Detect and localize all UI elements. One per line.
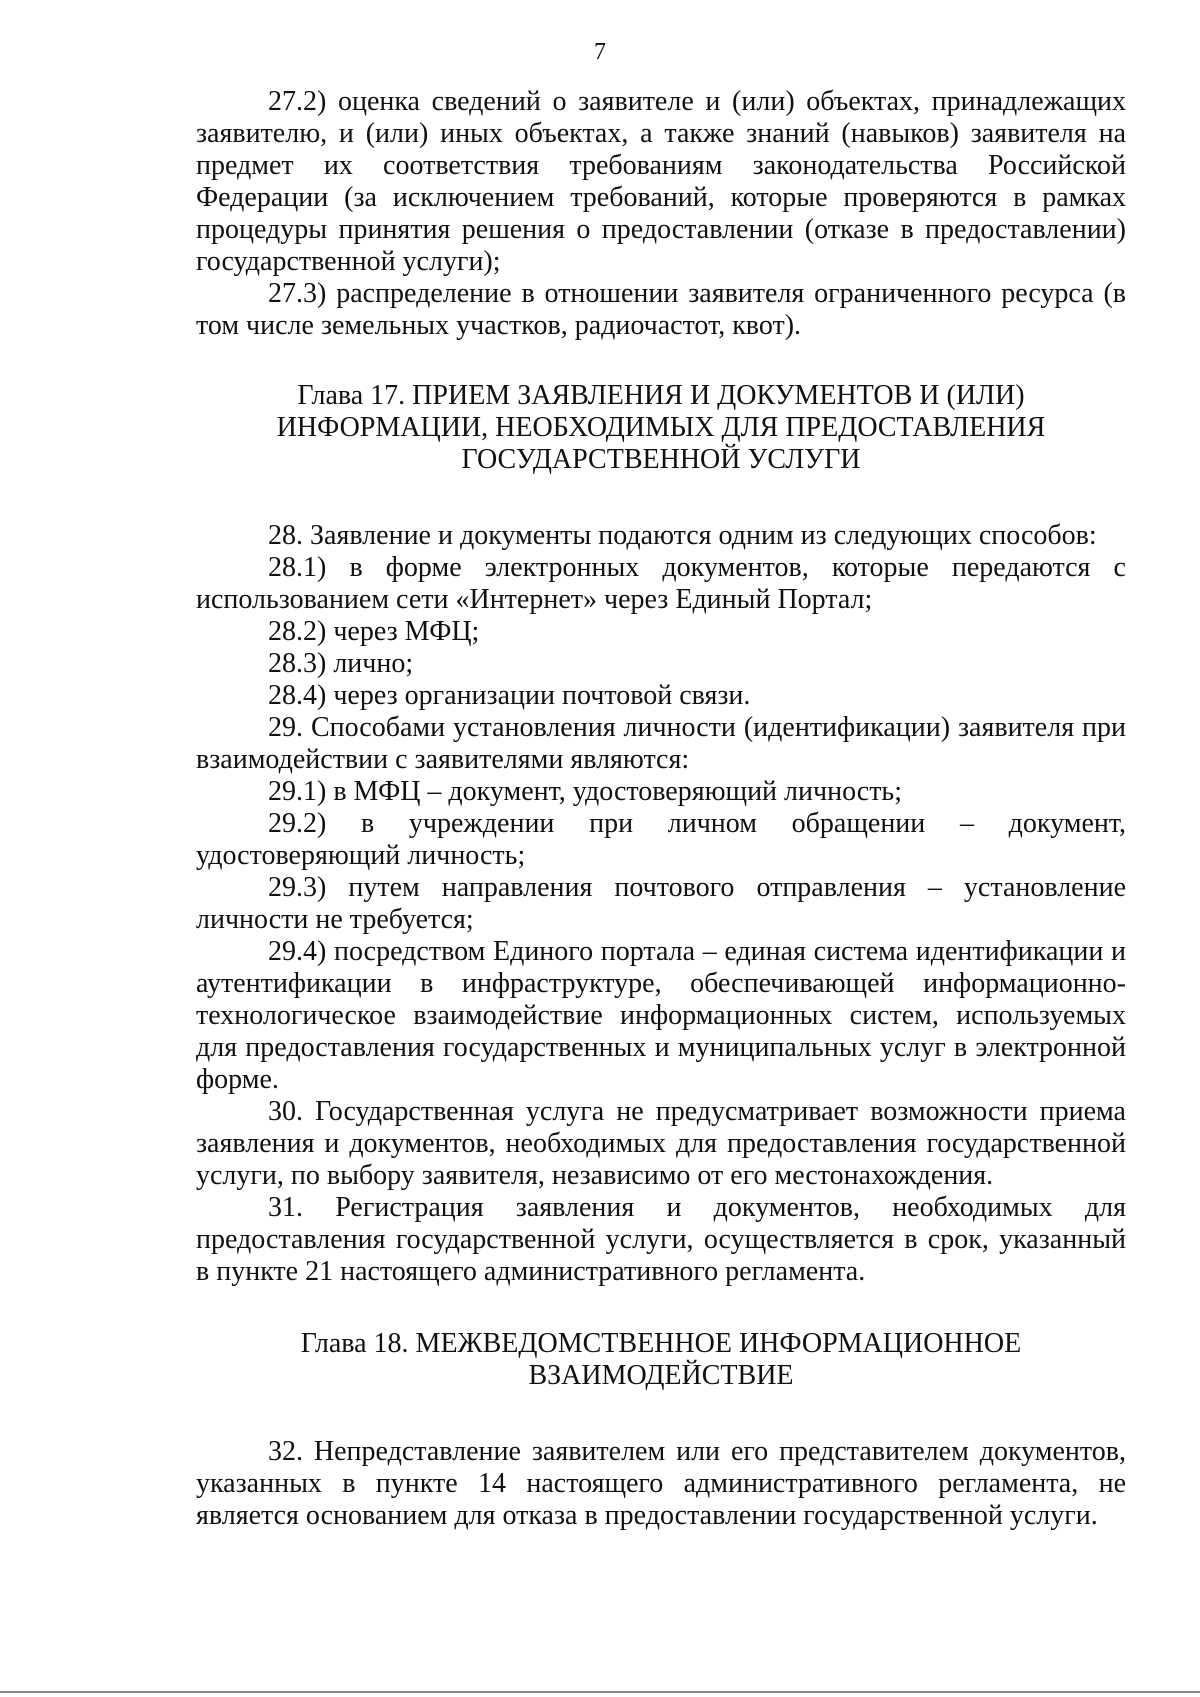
chapter-17-heading <box>196 380 1126 476</box>
page-bottom-edge <box>0 1691 1200 1693</box>
paragraph-29-4: 29.4) посредством Единого портала – единая система идентификации и аутентификации в инфраструктуре, обеспечивающей информационно-технологическое взаимодействие информационных систем, используемых для предоставления государственных и муниципальных услуг в электронной форме. <box>196 936 1126 1095</box>
chapter-18-heading-line-1: Глава 18. МЕЖВЕДОМСТВЕННОЕ ИНФОРМАЦИОННОЕ <box>300 1328 1022 1359</box>
paragraph-30: 30. Государственная услуга не предусматривает возможности приема заявления и документов, необходимых для предоставления государственной услуги, по выбору заявителя, независимо от его местонахождения. <box>196 1096 1126 1191</box>
document-body <box>196 86 1126 1532</box>
chapter-17-heading-line-2: ИНФОРМАЦИИ, НЕОБХОДИМЫХ ДЛЯ ПРЕДОСТАВЛЕНИЯ <box>276 412 1046 443</box>
chapter-18-heading <box>196 1328 1126 1392</box>
chapter-17-heading-line-3: ГОСУДАРСТВЕННОЙ УСЛУГИ <box>461 444 861 475</box>
page-number: 7 <box>594 39 606 65</box>
paragraph-29: 29. Способами установления личности (идентификации) заявителя при взаимодействии с заявителями являются: <box>196 712 1126 775</box>
paragraph-29-3: 29.3) путем направления почтового отправления – установление личности не требуется; <box>196 872 1126 935</box>
paragraph-28-1: 28.1) в форме электронных документов, которые передаются с использованием сети «Интернет» через Единый Портал; <box>196 552 1126 615</box>
paragraph-29-2: 29.2) в учреждении при личном обращении – документ, удостоверяющий личность; <box>196 808 1126 871</box>
paragraph-29-1: 29.1) в МФЦ – документ, удостоверяющий личность; <box>268 776 902 807</box>
paragraph-31: 31. Регистрация заявления и документов, необходимых для предоставления государственной услуги, осуществляется в срок, указанный в пункте 21 настоящего административного регламента. <box>196 1192 1126 1287</box>
paragraph-32: 32. Непредставление заявителем или его представителем документов, указанных в пункте 14 настоящего административного регламента, не является основанием для отказа в предоставлении государственной услуги. <box>196 1436 1126 1531</box>
paragraph-28-4: 28.4) через организации почтовой связи. <box>268 680 751 711</box>
paragraph-28-3: 28.3) лично; <box>268 648 414 679</box>
paragraph-28-2: 28.2) через МФЦ; <box>268 616 480 647</box>
paragraph-27-3: 27.3) распределение в отношении заявителя ограниченного ресурса (в том числе земельных участков, радиочастот, квот). <box>196 278 1126 341</box>
paragraph-28: 28. Заявление и документы подаются одним из следующих способов: <box>268 520 1097 551</box>
paragraph-27-2: 27.2) оценка сведений о заявителе и (или) объектах, принадлежащих заявителю, и (или) иных объектах, а также знаний (навыков) заявителя на предмет их соответствия требованиям законодательства Российской Федерации (за исключением требований, которые проверяются в рамках процедуры принятия решения о предоставлении (отказе в предоставлении) государственной услуги); <box>196 86 1126 277</box>
chapter-17-heading-line-1: Глава 17. ПРИЕМ ЗАЯВЛЕНИЯ И ДОКУМЕНТОВ И (ИЛИ) <box>297 380 1025 411</box>
chapter-18-heading-line-2: ВЗАИМОДЕЙСТВИЕ <box>528 1360 794 1391</box>
